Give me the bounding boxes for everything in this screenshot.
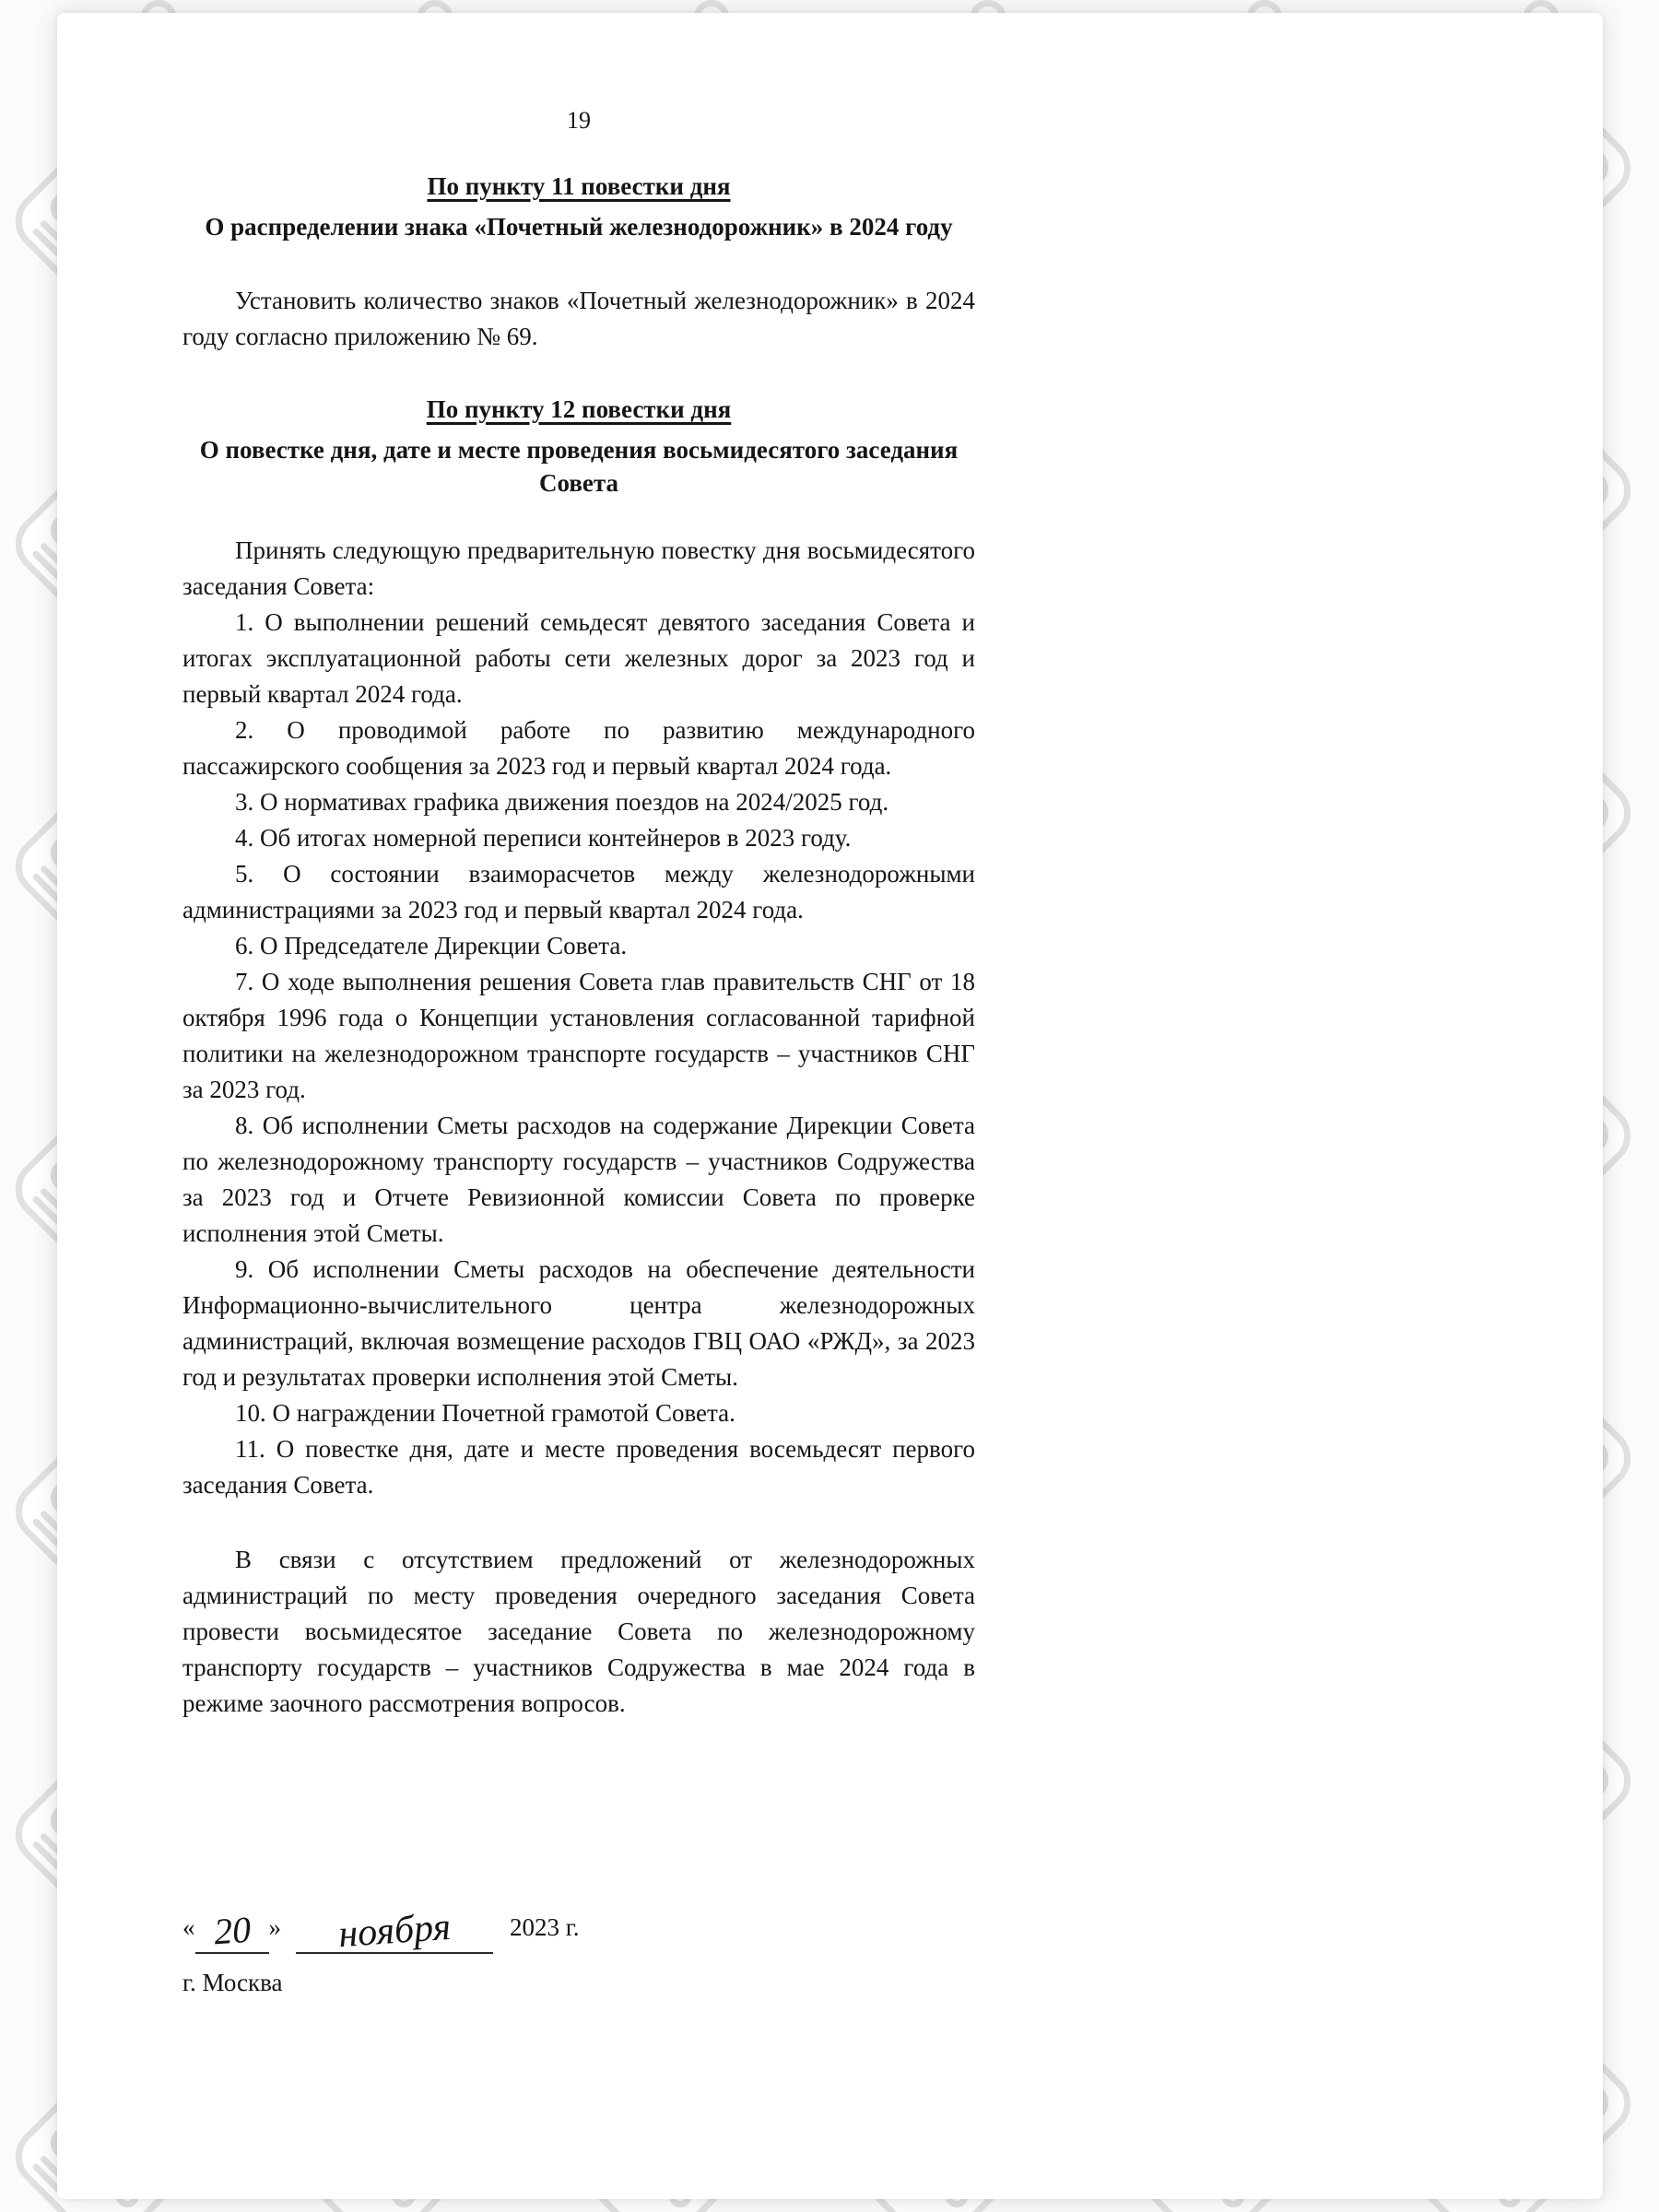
agenda-item: 10. О награждении Почетной грамотой Совета. [235,1399,735,1427]
section-12-heading: По пункту 12 повестки дня [426,395,732,423]
section-12-subheading-line1: О повестке дня, дате и месте проведения восьмидесятого заседания [199,436,959,464]
city-line: г. Москва [182,1969,283,1996]
close-quote: » [268,1913,281,1941]
signature-block [182,1905,580,2001]
agenda-item: 9. Об исполнении Сметы расходов на обеспечение деятельности Информационно-вычислительного центра железнодорожных администраций, включая возмещение расходов ГВЦ ОАО «РЖД», за 2023 год и результатах проверки исполнения этой Сметы. [182,1255,975,1391]
month-underline [296,1905,493,1957]
signature-date-line [182,1905,580,1959]
agenda-item: 11. О повестке дня, дате и месте проведения восемьдесят первого заседания Совета. [182,1435,975,1499]
handwritten-day: 20 [212,1908,253,1953]
section-11-subheading: О распределении знака «Почетный железнодорожник» в 2024 году [205,213,953,241]
typed-year: 2023 г. [510,1913,580,1941]
page-number: 19 [567,107,591,134]
agenda-item: 6. О Председателе Дирекции Совета. [235,932,628,959]
section-12-subheading-line2: Совета [539,469,618,497]
agenda-intro: Принять следующую предварительную повестку дня восьмидесятого заседания Совета: [182,536,975,600]
agenda-item: 8. Об исполнении Сметы расходов на содержание Дирекции Совета по железнодорожному транспорту государств – участников Содружества за 2023 год и Отчете Ревизионной комиссии Совета по проверке исполнения этой Сметы. [182,1112,975,1247]
document-content [182,13,975,1722]
section-11-paragraph: Установить количество знаков «Почетный железнодорожник» в 2024 году согласно приложению № 69. [182,287,975,350]
document-sheet [57,13,1603,2199]
agenda-item: 2. О проводимой работе по развитию международного пассажирского сообщения за 2023 год и первый квартал 2024 года. [182,716,975,780]
agenda-item: 3. О нормативах графика движения поездов на 2024/2025 год. [235,788,889,816]
agenda-item: 5. О состоянии взаиморасчетов между железнодорожными администрациями за 2023 год и первый квартал 2024 года. [182,860,975,924]
day-underline [195,1908,269,1954]
agenda-item: 1. О выполнении решений семьдесят девятого заседания Совета и итогах эксплуатационной работы сети железных дорог за 2023 год и первый квартал 2024 года. [182,608,975,708]
agenda-item: 7. О ходе выполнения решения Совета глав правительств СНГ от 18 октября 1996 года о Концепции установления согласованной тарифной политики на железнодорожном транспорте государств – участников СНГ за 2023 год. [182,968,975,1103]
closing-paragraph: В связи с отсутствием предложений от железнодорожных администраций по месту проведения очередного заседания Совета провести восьмидесятое заседание Совета по железнодорожному транспорту государств – участников Содружества в мае 2024 года в режиме заочного рассмотрения вопросов. [182,1546,975,1717]
open-quote: « [182,1913,195,1941]
section-11-heading: По пункту 11 повестки дня [427,172,731,200]
handwritten-month: ноября [336,1905,453,1957]
agenda-item: 4. Об итогах номерной переписи контейнеров в 2023 году. [235,824,852,852]
